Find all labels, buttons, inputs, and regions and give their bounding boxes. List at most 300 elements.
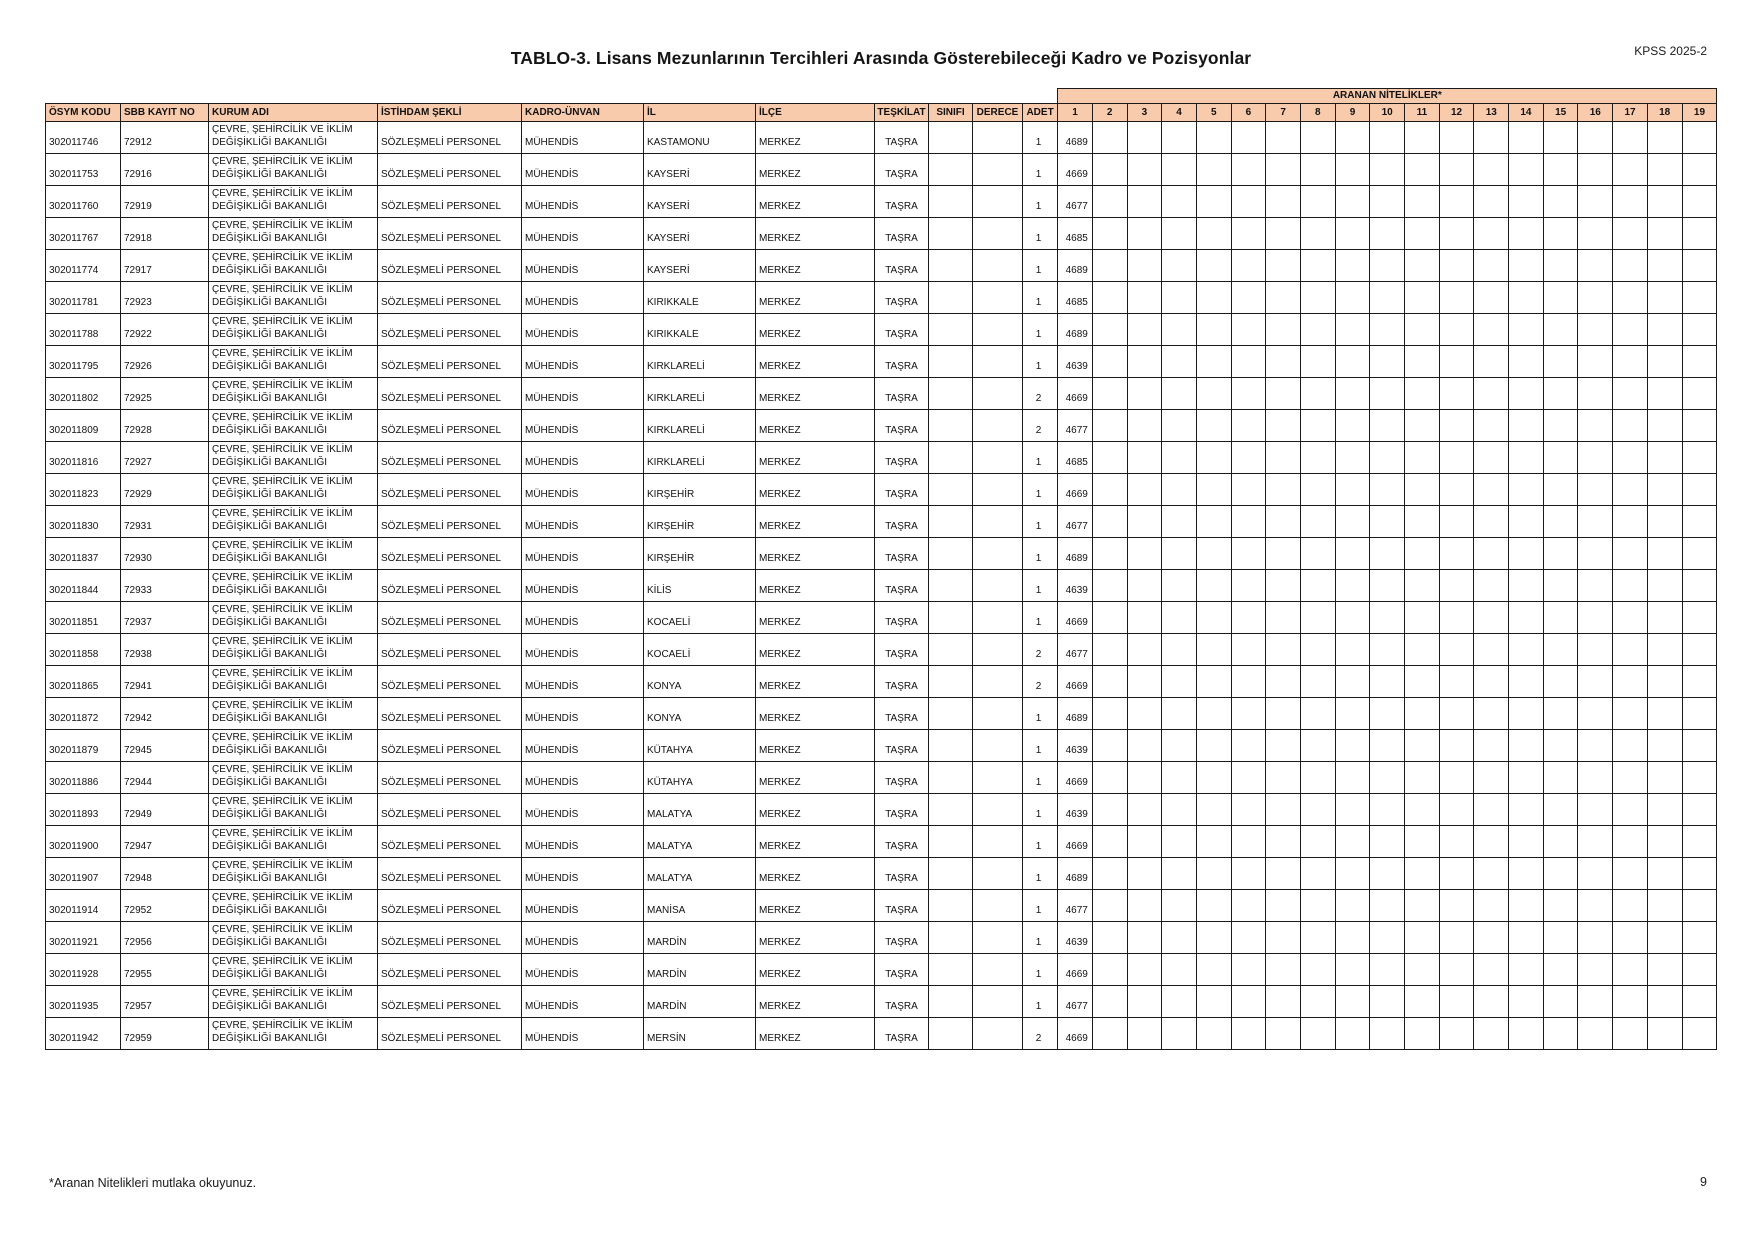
cell-kurum-adi: ÇEVRE, ŞEHİRCİLİK VE İKLİM DEĞİŞİKLİĞİ BAKANLIĞI	[209, 698, 378, 730]
cell-nitelik-13	[1474, 538, 1509, 570]
cell-nitelik-19	[1682, 986, 1717, 1018]
cell-osym-kodu: 302011823	[46, 474, 121, 506]
cell-nitelik-11	[1405, 218, 1440, 250]
cell-nitelik-9	[1335, 218, 1370, 250]
column-header-nitelik-12: 12	[1439, 104, 1474, 122]
cell-nitelik-2	[1092, 410, 1127, 442]
cell-nitelik-10	[1370, 570, 1405, 602]
cell-nitelik-15	[1543, 506, 1578, 538]
cell-nitelik-15	[1543, 378, 1578, 410]
table-row	[46, 730, 1717, 762]
cell-nitelik-14	[1509, 794, 1544, 826]
cell-teskilat: TAŞRA	[875, 410, 929, 442]
cell-nitelik-7	[1266, 314, 1301, 346]
cell-nitelik-15	[1543, 1018, 1578, 1050]
cell-nitelik-12	[1439, 410, 1474, 442]
cell-nitelik-18	[1647, 250, 1682, 282]
cell-osym-kodu: 302011746	[46, 122, 121, 154]
cell-nitelik-11	[1405, 506, 1440, 538]
cell-nitelik-9	[1335, 378, 1370, 410]
cell-nitelik-13	[1474, 730, 1509, 762]
cell-nitelik-5	[1196, 762, 1231, 794]
cell-adet: 1	[1023, 954, 1058, 986]
column-header-nitelik-13: 13	[1474, 104, 1509, 122]
cell-il: KÜTAHYA	[644, 730, 756, 762]
cell-derece	[973, 506, 1023, 538]
cell-nitelik-17	[1613, 442, 1648, 474]
cell-derece	[973, 314, 1023, 346]
cell-nitelik-7	[1266, 506, 1301, 538]
cell-kadro-unvan: MÜHENDİS	[522, 282, 644, 314]
cell-nitelik-16	[1578, 730, 1613, 762]
cell-kurum-adi: ÇEVRE, ŞEHİRCİLİK VE İKLİM DEĞİŞİKLİĞİ BAKANLIĞI	[209, 986, 378, 1018]
cell-nitelik-5	[1196, 186, 1231, 218]
cell-nitelik-1: 4669	[1058, 666, 1093, 698]
cell-nitelik-14	[1509, 218, 1544, 250]
cell-nitelik-14	[1509, 986, 1544, 1018]
cell-kadro-unvan: MÜHENDİS	[522, 378, 644, 410]
cell-nitelik-17	[1613, 506, 1648, 538]
cell-nitelik-11	[1405, 826, 1440, 858]
cell-nitelik-5	[1196, 794, 1231, 826]
cell-nitelik-9	[1335, 698, 1370, 730]
cell-nitelik-7	[1266, 538, 1301, 570]
table-row	[46, 698, 1717, 730]
cell-nitelik-19	[1682, 122, 1717, 154]
table-row	[46, 346, 1717, 378]
cell-sbb-kayit-no: 72912	[121, 122, 209, 154]
cell-derece	[973, 986, 1023, 1018]
cell-teskilat: TAŞRA	[875, 506, 929, 538]
cell-adet: 2	[1023, 666, 1058, 698]
cell-nitelik-8	[1300, 602, 1335, 634]
cell-nitelik-5	[1196, 154, 1231, 186]
cell-sbb-kayit-no: 72937	[121, 602, 209, 634]
cell-nitelik-18	[1647, 794, 1682, 826]
cell-kadro-unvan: MÜHENDİS	[522, 634, 644, 666]
cell-nitelik-15	[1543, 346, 1578, 378]
cell-nitelik-12	[1439, 314, 1474, 346]
cell-nitelik-13	[1474, 602, 1509, 634]
cell-nitelik-5	[1196, 410, 1231, 442]
cell-istihdam-sekli: SÖZLEŞMELİ PERSONEL	[378, 890, 522, 922]
cell-sinifi	[929, 1018, 973, 1050]
cell-kadro-unvan: MÜHENDİS	[522, 538, 644, 570]
cell-nitelik-3	[1127, 762, 1162, 794]
cell-nitelik-6	[1231, 954, 1266, 986]
cell-nitelik-13	[1474, 314, 1509, 346]
cell-nitelik-19	[1682, 858, 1717, 890]
cell-kurum-adi: ÇEVRE, ŞEHİRCİLİK VE İKLİM DEĞİŞİKLİĞİ BAKANLIĞI	[209, 282, 378, 314]
cell-nitelik-3	[1127, 698, 1162, 730]
cell-nitelik-10	[1370, 410, 1405, 442]
cell-nitelik-1: 4689	[1058, 314, 1093, 346]
cell-ilce: MERKEZ	[756, 730, 875, 762]
cell-nitelik-8	[1300, 762, 1335, 794]
cell-ilce: MERKEZ	[756, 538, 875, 570]
cell-nitelik-4	[1162, 538, 1197, 570]
cell-il: MALATYA	[644, 826, 756, 858]
cell-nitelik-6	[1231, 474, 1266, 506]
cell-nitelik-3	[1127, 474, 1162, 506]
column-header-nitelik-11: 11	[1405, 104, 1440, 122]
cell-nitelik-1: 4639	[1058, 922, 1093, 954]
cell-nitelik-17	[1613, 1018, 1648, 1050]
cell-nitelik-3	[1127, 410, 1162, 442]
cell-nitelik-4	[1162, 378, 1197, 410]
cell-derece	[973, 698, 1023, 730]
cell-nitelik-5	[1196, 442, 1231, 474]
cell-nitelik-7	[1266, 602, 1301, 634]
cell-nitelik-19	[1682, 890, 1717, 922]
cell-nitelik-16	[1578, 858, 1613, 890]
column-header-adet: ADET	[1023, 104, 1058, 122]
cell-nitelik-19	[1682, 186, 1717, 218]
cell-nitelik-9	[1335, 122, 1370, 154]
cell-nitelik-17	[1613, 282, 1648, 314]
cell-nitelik-19	[1682, 538, 1717, 570]
cell-nitelik-8	[1300, 282, 1335, 314]
cell-ilce: MERKEZ	[756, 634, 875, 666]
cell-nitelik-9	[1335, 314, 1370, 346]
table-row	[46, 410, 1717, 442]
cell-sbb-kayit-no: 72942	[121, 698, 209, 730]
cell-nitelik-14	[1509, 538, 1544, 570]
cell-nitelik-4	[1162, 698, 1197, 730]
cell-nitelik-15	[1543, 154, 1578, 186]
cell-nitelik-1: 4669	[1058, 602, 1093, 634]
cell-nitelik-7	[1266, 346, 1301, 378]
cell-nitelik-11	[1405, 250, 1440, 282]
cell-nitelik-5	[1196, 922, 1231, 954]
cell-teskilat: TAŞRA	[875, 282, 929, 314]
cell-nitelik-6	[1231, 282, 1266, 314]
cell-osym-kodu: 302011816	[46, 442, 121, 474]
column-header-nitelik-17: 17	[1613, 104, 1648, 122]
cell-nitelik-18	[1647, 922, 1682, 954]
cell-nitelik-10	[1370, 122, 1405, 154]
cell-sbb-kayit-no: 72928	[121, 410, 209, 442]
cell-ilce: MERKEZ	[756, 986, 875, 1018]
cell-osym-kodu: 302011830	[46, 506, 121, 538]
cell-nitelik-8	[1300, 154, 1335, 186]
cell-nitelik-4	[1162, 410, 1197, 442]
cell-teskilat: TAŞRA	[875, 634, 929, 666]
cell-ilce: MERKEZ	[756, 282, 875, 314]
cell-nitelik-19	[1682, 314, 1717, 346]
cell-nitelik-6	[1231, 442, 1266, 474]
cell-osym-kodu: 302011900	[46, 826, 121, 858]
table-row	[46, 218, 1717, 250]
cell-sinifi	[929, 634, 973, 666]
cell-nitelik-8	[1300, 346, 1335, 378]
cell-nitelik-10	[1370, 730, 1405, 762]
cell-teskilat: TAŞRA	[875, 730, 929, 762]
cell-nitelik-3	[1127, 602, 1162, 634]
cell-adet: 1	[1023, 570, 1058, 602]
page-number: 9	[1700, 1175, 1707, 1189]
cell-kurum-adi: ÇEVRE, ŞEHİRCİLİK VE İKLİM DEĞİŞİKLİĞİ BAKANLIĞI	[209, 538, 378, 570]
cell-adet: 1	[1023, 858, 1058, 890]
cell-nitelik-11	[1405, 954, 1440, 986]
cell-nitelik-9	[1335, 634, 1370, 666]
cell-teskilat: TAŞRA	[875, 218, 929, 250]
cell-kurum-adi: ÇEVRE, ŞEHİRCİLİK VE İKLİM DEĞİŞİKLİĞİ BAKANLIĞI	[209, 570, 378, 602]
cell-il: KIRKLARELİ	[644, 378, 756, 410]
cell-il: KAYSERİ	[644, 250, 756, 282]
cell-il: MARDİN	[644, 986, 756, 1018]
cell-nitelik-7	[1266, 570, 1301, 602]
cell-il: KAYSERİ	[644, 154, 756, 186]
cell-il: MANİSA	[644, 890, 756, 922]
cell-nitelik-5	[1196, 346, 1231, 378]
cell-nitelik-1: 4669	[1058, 474, 1093, 506]
cell-kurum-adi: ÇEVRE, ŞEHİRCİLİK VE İKLİM DEĞİŞİKLİĞİ BAKANLIĞI	[209, 954, 378, 986]
cell-kurum-adi: ÇEVRE, ŞEHİRCİLİK VE İKLİM DEĞİŞİKLİĞİ BAKANLIĞI	[209, 506, 378, 538]
cell-nitelik-19	[1682, 570, 1717, 602]
cell-derece	[973, 250, 1023, 282]
cell-adet: 1	[1023, 922, 1058, 954]
cell-nitelik-2	[1092, 794, 1127, 826]
column-header-ilce: İLÇE	[756, 104, 875, 122]
cell-nitelik-18	[1647, 762, 1682, 794]
cell-nitelik-7	[1266, 474, 1301, 506]
cell-nitelik-17	[1613, 986, 1648, 1018]
cell-nitelik-15	[1543, 602, 1578, 634]
cell-nitelik-4	[1162, 890, 1197, 922]
cell-nitelik-10	[1370, 154, 1405, 186]
cell-ilce: MERKEZ	[756, 570, 875, 602]
cell-sbb-kayit-no: 72922	[121, 314, 209, 346]
cell-nitelik-4	[1162, 506, 1197, 538]
cell-nitelik-4	[1162, 954, 1197, 986]
cell-osym-kodu: 302011774	[46, 250, 121, 282]
cell-nitelik-18	[1647, 986, 1682, 1018]
cell-kadro-unvan: MÜHENDİS	[522, 474, 644, 506]
cell-nitelik-7	[1266, 218, 1301, 250]
cell-il: KIRKLARELİ	[644, 410, 756, 442]
cell-osym-kodu: 302011928	[46, 954, 121, 986]
cell-nitelik-11	[1405, 794, 1440, 826]
cell-nitelik-14	[1509, 730, 1544, 762]
cell-kurum-adi: ÇEVRE, ŞEHİRCİLİK VE İKLİM DEĞİŞİKLİĞİ BAKANLIĞI	[209, 922, 378, 954]
cell-nitelik-5	[1196, 474, 1231, 506]
cell-derece	[973, 1018, 1023, 1050]
cell-nitelik-6	[1231, 826, 1266, 858]
cell-nitelik-15	[1543, 954, 1578, 986]
cell-il: KIRIKKALE	[644, 314, 756, 346]
cell-nitelik-9	[1335, 826, 1370, 858]
cell-nitelik-4	[1162, 154, 1197, 186]
cell-nitelik-2	[1092, 122, 1127, 154]
cell-nitelik-3	[1127, 442, 1162, 474]
cell-nitelik-5	[1196, 250, 1231, 282]
cell-istihdam-sekli: SÖZLEŞMELİ PERSONEL	[378, 282, 522, 314]
cell-il: KIRKLARELİ	[644, 346, 756, 378]
cell-kadro-unvan: MÜHENDİS	[522, 1018, 644, 1050]
cell-ilce: MERKEZ	[756, 602, 875, 634]
cell-nitelik-14	[1509, 858, 1544, 890]
cell-nitelik-8	[1300, 858, 1335, 890]
cell-nitelik-10	[1370, 314, 1405, 346]
cell-kurum-adi: ÇEVRE, ŞEHİRCİLİK VE İKLİM DEĞİŞİKLİĞİ BAKANLIĞI	[209, 474, 378, 506]
cell-nitelik-3	[1127, 218, 1162, 250]
cell-nitelik-9	[1335, 794, 1370, 826]
cell-nitelik-18	[1647, 378, 1682, 410]
cell-nitelik-9	[1335, 474, 1370, 506]
cell-nitelik-12	[1439, 154, 1474, 186]
cell-nitelik-16	[1578, 538, 1613, 570]
cell-nitelik-18	[1647, 858, 1682, 890]
cell-ilce: MERKEZ	[756, 890, 875, 922]
cell-nitelik-15	[1543, 122, 1578, 154]
cell-nitelik-8	[1300, 410, 1335, 442]
cell-il: MARDİN	[644, 954, 756, 986]
column-header-nitelik-5: 5	[1196, 104, 1231, 122]
cell-adet: 1	[1023, 890, 1058, 922]
cell-nitelik-16	[1578, 954, 1613, 986]
column-header-osym-kodu: ÖSYM KODU	[46, 104, 121, 122]
cell-derece	[973, 154, 1023, 186]
cell-ilce: MERKEZ	[756, 858, 875, 890]
cell-kurum-adi: ÇEVRE, ŞEHİRCİLİK VE İKLİM DEĞİŞİKLİĞİ BAKANLIĞI	[209, 634, 378, 666]
cell-istihdam-sekli: SÖZLEŞMELİ PERSONEL	[378, 858, 522, 890]
cell-nitelik-17	[1613, 218, 1648, 250]
cell-nitelik-17	[1613, 794, 1648, 826]
cell-nitelik-13	[1474, 794, 1509, 826]
cell-nitelik-16	[1578, 250, 1613, 282]
cell-istihdam-sekli: SÖZLEŞMELİ PERSONEL	[378, 314, 522, 346]
cell-il: KOCAELİ	[644, 634, 756, 666]
cell-nitelik-14	[1509, 890, 1544, 922]
cell-nitelik-5	[1196, 282, 1231, 314]
aranan-nitelikler-band-row	[46, 89, 1717, 104]
cell-sinifi	[929, 442, 973, 474]
cell-nitelik-17	[1613, 954, 1648, 986]
cell-adet: 1	[1023, 762, 1058, 794]
cell-nitelik-2	[1092, 890, 1127, 922]
cell-nitelik-11	[1405, 1018, 1440, 1050]
cell-nitelik-2	[1092, 570, 1127, 602]
column-header-kadro-unvan: KADRO-ÜNVAN	[522, 104, 644, 122]
cell-ilce: MERKEZ	[756, 698, 875, 730]
cell-nitelik-10	[1370, 186, 1405, 218]
cell-nitelik-1: 4689	[1058, 122, 1093, 154]
cell-nitelik-3	[1127, 730, 1162, 762]
cell-nitelik-9	[1335, 922, 1370, 954]
cell-ilce: MERKEZ	[756, 378, 875, 410]
cell-nitelik-18	[1647, 826, 1682, 858]
cell-nitelik-8	[1300, 826, 1335, 858]
cell-nitelik-3	[1127, 346, 1162, 378]
cell-nitelik-18	[1647, 506, 1682, 538]
cell-nitelik-7	[1266, 378, 1301, 410]
cell-osym-kodu: 302011753	[46, 154, 121, 186]
cell-nitelik-5	[1196, 666, 1231, 698]
cell-sinifi	[929, 378, 973, 410]
cell-nitelik-15	[1543, 762, 1578, 794]
cell-nitelik-1: 4639	[1058, 570, 1093, 602]
cell-nitelik-10	[1370, 826, 1405, 858]
cell-nitelik-12	[1439, 698, 1474, 730]
cell-nitelik-18	[1647, 442, 1682, 474]
table-row	[46, 1018, 1717, 1050]
cell-il: KİLİS	[644, 570, 756, 602]
cell-nitelik-8	[1300, 506, 1335, 538]
cell-il: KIRŞEHİR	[644, 474, 756, 506]
cell-nitelik-4	[1162, 314, 1197, 346]
cell-nitelik-12	[1439, 250, 1474, 282]
cell-nitelik-14	[1509, 442, 1544, 474]
cell-ilce: MERKEZ	[756, 922, 875, 954]
cell-nitelik-18	[1647, 186, 1682, 218]
cell-derece	[973, 410, 1023, 442]
column-header-teskilat: TEŞKİLAT	[875, 104, 929, 122]
column-header-nitelik-9: 9	[1335, 104, 1370, 122]
cell-nitelik-6	[1231, 794, 1266, 826]
cell-istihdam-sekli: SÖZLEŞMELİ PERSONEL	[378, 186, 522, 218]
cell-teskilat: TAŞRA	[875, 250, 929, 282]
cell-nitelik-7	[1266, 826, 1301, 858]
cell-sinifi	[929, 570, 973, 602]
cell-nitelik-11	[1405, 890, 1440, 922]
cell-nitelik-4	[1162, 122, 1197, 154]
cell-kurum-adi: ÇEVRE, ŞEHİRCİLİK VE İKLİM DEĞİŞİKLİĞİ BAKANLIĞI	[209, 378, 378, 410]
cell-nitelik-11	[1405, 314, 1440, 346]
cell-nitelik-2	[1092, 538, 1127, 570]
cell-kadro-unvan: MÜHENDİS	[522, 250, 644, 282]
cell-adet: 1	[1023, 730, 1058, 762]
cell-kadro-unvan: MÜHENDİS	[522, 986, 644, 1018]
cell-ilce: MERKEZ	[756, 762, 875, 794]
cell-adet: 1	[1023, 218, 1058, 250]
cell-nitelik-16	[1578, 282, 1613, 314]
cell-nitelik-16	[1578, 154, 1613, 186]
cell-teskilat: TAŞRA	[875, 186, 929, 218]
cell-nitelik-8	[1300, 538, 1335, 570]
cell-nitelik-8	[1300, 186, 1335, 218]
column-header-sbb-kayit-no: SBB KAYIT NO	[121, 104, 209, 122]
cell-nitelik-6	[1231, 506, 1266, 538]
cell-nitelik-6	[1231, 314, 1266, 346]
cell-nitelik-10	[1370, 282, 1405, 314]
cell-istihdam-sekli: SÖZLEŞMELİ PERSONEL	[378, 1018, 522, 1050]
cell-adet: 1	[1023, 442, 1058, 474]
cell-kurum-adi: ÇEVRE, ŞEHİRCİLİK VE İKLİM DEĞİŞİKLİĞİ BAKANLIĞI	[209, 890, 378, 922]
cell-nitelik-16	[1578, 666, 1613, 698]
cell-ilce: MERKEZ	[756, 954, 875, 986]
cell-nitelik-16	[1578, 186, 1613, 218]
cell-nitelik-8	[1300, 122, 1335, 154]
cell-nitelik-16	[1578, 442, 1613, 474]
cell-istihdam-sekli: SÖZLEŞMELİ PERSONEL	[378, 826, 522, 858]
cell-ilce: MERKEZ	[756, 250, 875, 282]
cell-teskilat: TAŞRA	[875, 570, 929, 602]
cell-nitelik-18	[1647, 698, 1682, 730]
table-row	[46, 602, 1717, 634]
cell-nitelik-5	[1196, 1018, 1231, 1050]
cell-nitelik-3	[1127, 154, 1162, 186]
cell-nitelik-15	[1543, 922, 1578, 954]
cell-kadro-unvan: MÜHENDİS	[522, 666, 644, 698]
cell-osym-kodu: 302011858	[46, 634, 121, 666]
cell-nitelik-9	[1335, 602, 1370, 634]
cell-osym-kodu: 302011837	[46, 538, 121, 570]
cell-ilce: MERKEZ	[756, 410, 875, 442]
cell-istihdam-sekli: SÖZLEŞMELİ PERSONEL	[378, 922, 522, 954]
cell-kadro-unvan: MÜHENDİS	[522, 858, 644, 890]
cell-nitelik-14	[1509, 154, 1544, 186]
